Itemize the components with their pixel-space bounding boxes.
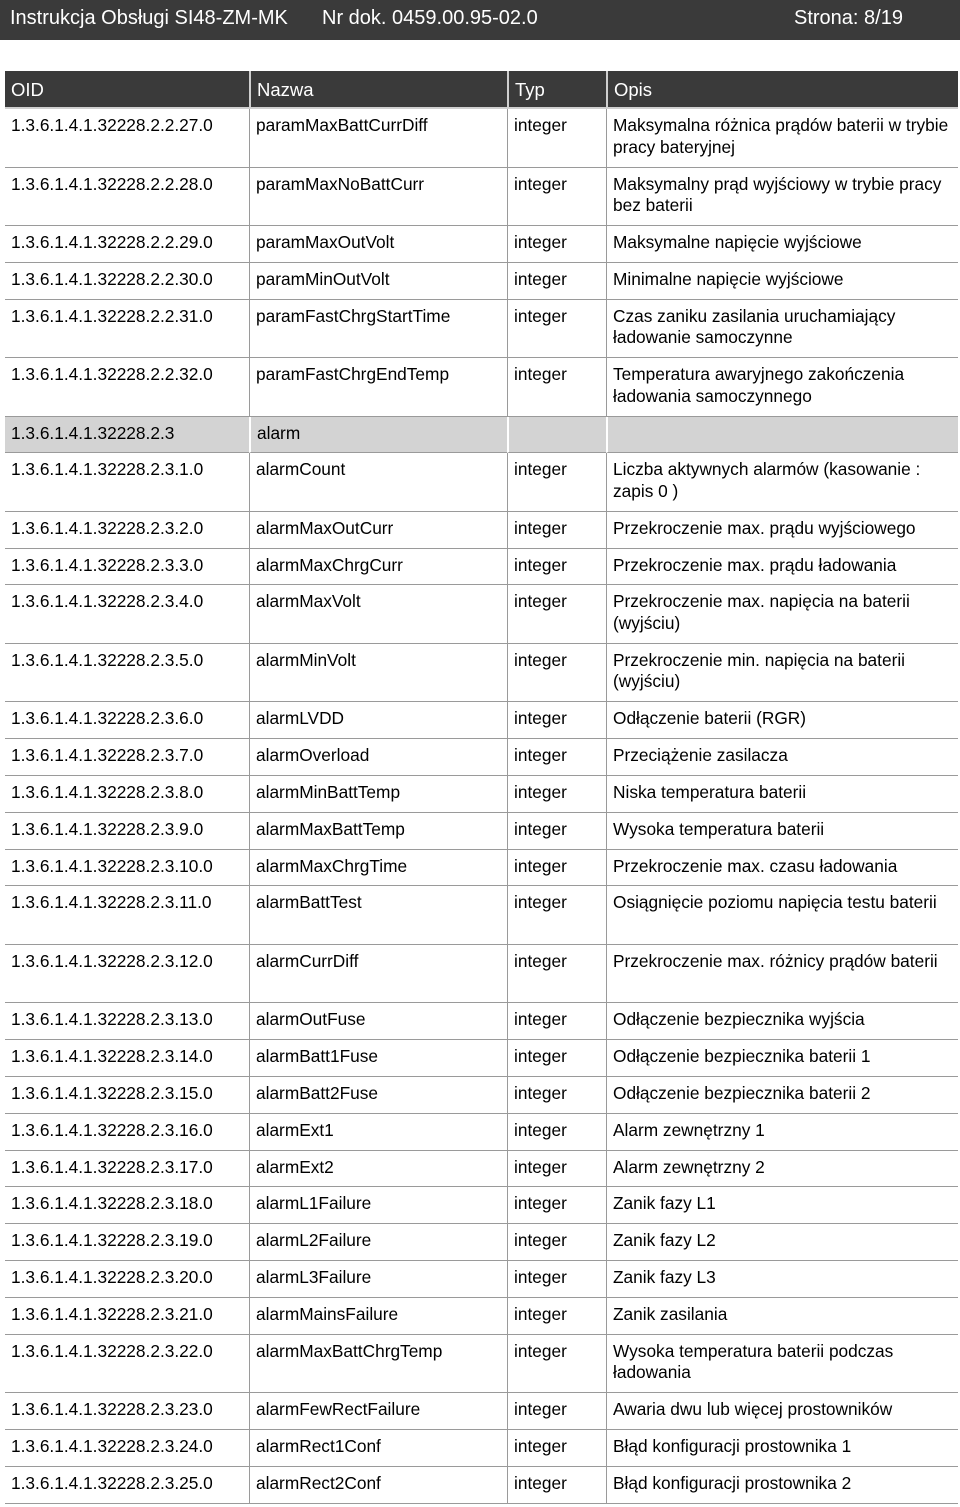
- description-cell: Odłączenie bezpiecznika baterii 1: [606, 1040, 958, 1077]
- type-cell: integer: [507, 453, 606, 512]
- name-cell: paramFastChrgEndTemp: [249, 358, 507, 417]
- table-row: [5, 739, 958, 776]
- document-header: [0, 0, 960, 40]
- description-cell: Zanik fazy L2: [606, 1224, 958, 1261]
- oid-cell: 1.3.6.1.4.1.32228.2.2.28.0: [5, 168, 249, 227]
- description-cell: [606, 417, 958, 454]
- table-row: [5, 1298, 958, 1335]
- name-cell: paramMaxBattCurrDiff: [249, 109, 507, 168]
- oid-cell: 1.3.6.1.4.1.32228.2.3.10.0: [5, 850, 249, 887]
- oid-cell: 1.3.6.1.4.1.32228.2.3.2.0: [5, 512, 249, 549]
- type-cell: integer: [507, 813, 606, 850]
- oid-cell: 1.3.6.1.4.1.32228.2.2.31.0: [5, 300, 249, 359]
- name-cell: paramMaxOutVolt: [249, 226, 507, 263]
- type-cell: integer: [507, 886, 606, 945]
- table-row: [5, 263, 958, 300]
- type-cell: integer: [507, 109, 606, 168]
- type-cell: integer: [507, 702, 606, 739]
- name-cell: alarmCurrDiff: [249, 945, 507, 1004]
- table-group-row: [5, 417, 958, 454]
- name-cell: alarmFewRectFailure: [249, 1393, 507, 1430]
- description-cell: Liczba aktywnych alarmów (kasowanie : zapis 0 ): [606, 453, 958, 512]
- name-cell: paramMinOutVolt: [249, 263, 507, 300]
- name-cell: alarmOverload: [249, 739, 507, 776]
- type-cell: integer: [507, 1040, 606, 1077]
- table-row: [5, 1224, 958, 1261]
- oid-cell: 1.3.6.1.4.1.32228.2.3.23.0: [5, 1393, 249, 1430]
- oid-cell: 1.3.6.1.4.1.32228.2.3.22.0: [5, 1335, 249, 1394]
- type-cell: integer: [507, 168, 606, 227]
- name-cell: alarmMaxBattTemp: [249, 813, 507, 850]
- description-cell: Alarm zewnętrzny 2: [606, 1151, 958, 1188]
- name-cell: alarmCount: [249, 453, 507, 512]
- oid-cell: 1.3.6.1.4.1.32228.2.3.18.0: [5, 1187, 249, 1224]
- description-cell: Przekroczenie max. napięcia na baterii (wyjściu): [606, 585, 958, 644]
- table-row: [5, 109, 958, 168]
- oid-cell: 1.3.6.1.4.1.32228.2.3.15.0: [5, 1077, 249, 1114]
- table-row: [5, 886, 958, 945]
- oid-cell: 1.3.6.1.4.1.32228.2.3.14.0: [5, 1040, 249, 1077]
- type-cell: integer: [507, 1003, 606, 1040]
- description-cell: Odłączenie bezpiecznika wyjścia: [606, 1003, 958, 1040]
- document-title: Instrukcja Obsługi SI48-ZM-MK: [10, 7, 288, 29]
- type-cell: integer: [507, 1430, 606, 1467]
- description-cell: Minimalne napięcie wyjściowe: [606, 263, 958, 300]
- table-row: [5, 702, 958, 739]
- type-cell: integer: [507, 300, 606, 359]
- oid-cell: 1.3.6.1.4.1.32228.2.3: [5, 417, 249, 454]
- description-cell: Odłączenie baterii (RGR): [606, 702, 958, 739]
- oid-cell: 1.3.6.1.4.1.32228.2.3.20.0: [5, 1261, 249, 1298]
- type-cell: integer: [507, 739, 606, 776]
- description-cell: Wysoka temperatura baterii podczas ładowania: [606, 1335, 958, 1394]
- type-cell: integer: [507, 644, 606, 703]
- table-row: [5, 1467, 958, 1504]
- table-row: [5, 1187, 958, 1224]
- name-cell: paramMaxNoBattCurr: [249, 168, 507, 227]
- name-cell: alarmMinVolt: [249, 644, 507, 703]
- description-cell: Niska temperatura baterii: [606, 776, 958, 813]
- description-cell: Maksymalne napięcie wyjściowe: [606, 226, 958, 263]
- table-row: [5, 813, 958, 850]
- description-cell: Maksymalna różnica prądów baterii w trybie pracy bateryjnej: [606, 109, 958, 168]
- type-cell: integer: [507, 512, 606, 549]
- description-cell: Wysoka temperatura baterii: [606, 813, 958, 850]
- type-cell: integer: [507, 1298, 606, 1335]
- oid-cell: 1.3.6.1.4.1.32228.2.3.25.0: [5, 1467, 249, 1504]
- table-row: [5, 1003, 958, 1040]
- description-cell: Odłączenie bezpiecznika baterii 2: [606, 1077, 958, 1114]
- name-cell: alarmMaxOutCurr: [249, 512, 507, 549]
- name-cell: alarmMaxChrgTime: [249, 850, 507, 887]
- name-cell: alarmBatt1Fuse: [249, 1040, 507, 1077]
- description-cell: Przekroczenie max. czasu ładowania: [606, 850, 958, 887]
- oid-cell: 1.3.6.1.4.1.32228.2.3.5.0: [5, 644, 249, 703]
- oid-cell: 1.3.6.1.4.1.32228.2.3.3.0: [5, 549, 249, 586]
- description-cell: Przeciążenie zasilacza: [606, 739, 958, 776]
- name-cell: alarmMaxBattChrgTemp: [249, 1335, 507, 1394]
- table-header-row: [5, 71, 958, 109]
- name-cell: alarmMainsFailure: [249, 1298, 507, 1335]
- type-cell: integer: [507, 1187, 606, 1224]
- description-cell: Osiągnięcie poziomu napięcia testu baterii: [606, 886, 958, 945]
- description-cell: Przekroczenie max. różnicy prądów baterii: [606, 945, 958, 1004]
- oid-cell: 1.3.6.1.4.1.32228.2.3.8.0: [5, 776, 249, 813]
- oid-cell: 1.3.6.1.4.1.32228.2.2.30.0: [5, 263, 249, 300]
- column-header-description: Opis: [606, 71, 958, 109]
- type-cell: [507, 417, 606, 454]
- oid-cell: 1.3.6.1.4.1.32228.2.3.21.0: [5, 1298, 249, 1335]
- name-cell: alarmLVDD: [249, 702, 507, 739]
- oid-cell: 1.3.6.1.4.1.32228.2.3.17.0: [5, 1151, 249, 1188]
- name-cell: alarmMinBattTemp: [249, 776, 507, 813]
- table-row: [5, 945, 958, 1004]
- table-row: [5, 1261, 958, 1298]
- oid-table: [5, 71, 958, 1504]
- type-cell: integer: [507, 1393, 606, 1430]
- description-cell: Przekroczenie max. prądu wyjściowego: [606, 512, 958, 549]
- table-row: [5, 512, 958, 549]
- type-cell: integer: [507, 1335, 606, 1394]
- page-number: Strona: 8/19: [794, 7, 903, 29]
- oid-cell: 1.3.6.1.4.1.32228.2.3.13.0: [5, 1003, 249, 1040]
- table-row: [5, 358, 958, 417]
- name-cell: alarm: [249, 417, 507, 454]
- oid-cell: 1.3.6.1.4.1.32228.2.3.12.0: [5, 945, 249, 1004]
- name-cell: alarmRect1Conf: [249, 1430, 507, 1467]
- description-cell: Alarm zewnętrzny 1: [606, 1114, 958, 1151]
- description-cell: Maksymalny prąd wyjściowy w trybie pracy bez baterii: [606, 168, 958, 227]
- oid-cell: 1.3.6.1.4.1.32228.2.3.7.0: [5, 739, 249, 776]
- type-cell: integer: [507, 776, 606, 813]
- type-cell: integer: [507, 358, 606, 417]
- table-row: [5, 549, 958, 586]
- description-cell: Zanik zasilania: [606, 1298, 958, 1335]
- type-cell: integer: [507, 585, 606, 644]
- name-cell: alarmBattTest: [249, 886, 507, 945]
- table-row: [5, 1393, 958, 1430]
- oid-cell: 1.3.6.1.4.1.32228.2.2.27.0: [5, 109, 249, 168]
- table-row: [5, 1335, 958, 1394]
- name-cell: alarmOutFuse: [249, 1003, 507, 1040]
- name-cell: paramFastChrgStartTime: [249, 300, 507, 359]
- oid-cell: 1.3.6.1.4.1.32228.2.3.1.0: [5, 453, 249, 512]
- oid-cell: 1.3.6.1.4.1.32228.2.2.32.0: [5, 358, 249, 417]
- name-cell: alarmMaxVolt: [249, 585, 507, 644]
- table-row: [5, 300, 958, 359]
- column-header-type: Typ: [507, 71, 606, 109]
- table-row: [5, 644, 958, 703]
- name-cell: alarmRect2Conf: [249, 1467, 507, 1504]
- table-row: [5, 1040, 958, 1077]
- description-cell: Przekroczenie min. napięcia na baterii (wyjściu): [606, 644, 958, 703]
- oid-cell: 1.3.6.1.4.1.32228.2.3.6.0: [5, 702, 249, 739]
- table-row: [5, 850, 958, 887]
- oid-cell: 1.3.6.1.4.1.32228.2.3.16.0: [5, 1114, 249, 1151]
- oid-cell: 1.3.6.1.4.1.32228.2.3.24.0: [5, 1430, 249, 1467]
- description-cell: Awaria dwu lub więcej prostowników: [606, 1393, 958, 1430]
- table-row: [5, 1114, 958, 1151]
- table-row: [5, 1430, 958, 1467]
- table-row: [5, 1151, 958, 1188]
- table-row: [5, 226, 958, 263]
- description-cell: Zanik fazy L3: [606, 1261, 958, 1298]
- oid-cell: 1.3.6.1.4.1.32228.2.2.29.0: [5, 226, 249, 263]
- name-cell: alarmExt2: [249, 1151, 507, 1188]
- name-cell: alarmBatt2Fuse: [249, 1077, 507, 1114]
- type-cell: integer: [507, 226, 606, 263]
- type-cell: integer: [507, 945, 606, 1004]
- description-cell: Czas zaniku zasilania uruchamiający ładowanie samoczynne: [606, 300, 958, 359]
- type-cell: integer: [507, 1261, 606, 1298]
- type-cell: integer: [507, 1114, 606, 1151]
- type-cell: integer: [507, 1467, 606, 1504]
- column-header-oid: OID: [5, 71, 249, 109]
- type-cell: integer: [507, 1151, 606, 1188]
- description-cell: Błąd konfiguracji prostownika 1: [606, 1430, 958, 1467]
- oid-cell: 1.3.6.1.4.1.32228.2.3.4.0: [5, 585, 249, 644]
- column-header-name: Nazwa: [249, 71, 507, 109]
- document-number: Nr dok. 0459.00.95-02.0: [322, 7, 538, 29]
- table-row: [5, 585, 958, 644]
- type-cell: integer: [507, 549, 606, 586]
- name-cell: alarmL3Failure: [249, 1261, 507, 1298]
- description-cell: Zanik fazy L1: [606, 1187, 958, 1224]
- table-row: [5, 168, 958, 227]
- table-row: [5, 453, 958, 512]
- oid-cell: 1.3.6.1.4.1.32228.2.3.19.0: [5, 1224, 249, 1261]
- description-cell: Błąd konfiguracji prostownika 2: [606, 1467, 958, 1504]
- table-row: [5, 1077, 958, 1114]
- table-row: [5, 776, 958, 813]
- description-cell: Temperatura awaryjnego zakończenia ładowania samoczynnego: [606, 358, 958, 417]
- name-cell: alarmExt1: [249, 1114, 507, 1151]
- type-cell: integer: [507, 1224, 606, 1261]
- type-cell: integer: [507, 1077, 606, 1114]
- oid-cell: 1.3.6.1.4.1.32228.2.3.9.0: [5, 813, 249, 850]
- description-cell: Przekroczenie max. prądu ładowania: [606, 549, 958, 586]
- type-cell: integer: [507, 850, 606, 887]
- name-cell: alarmL2Failure: [249, 1224, 507, 1261]
- oid-cell: 1.3.6.1.4.1.32228.2.3.11.0: [5, 886, 249, 945]
- type-cell: integer: [507, 263, 606, 300]
- name-cell: alarmL1Failure: [249, 1187, 507, 1224]
- name-cell: alarmMaxChrgCurr: [249, 549, 507, 586]
